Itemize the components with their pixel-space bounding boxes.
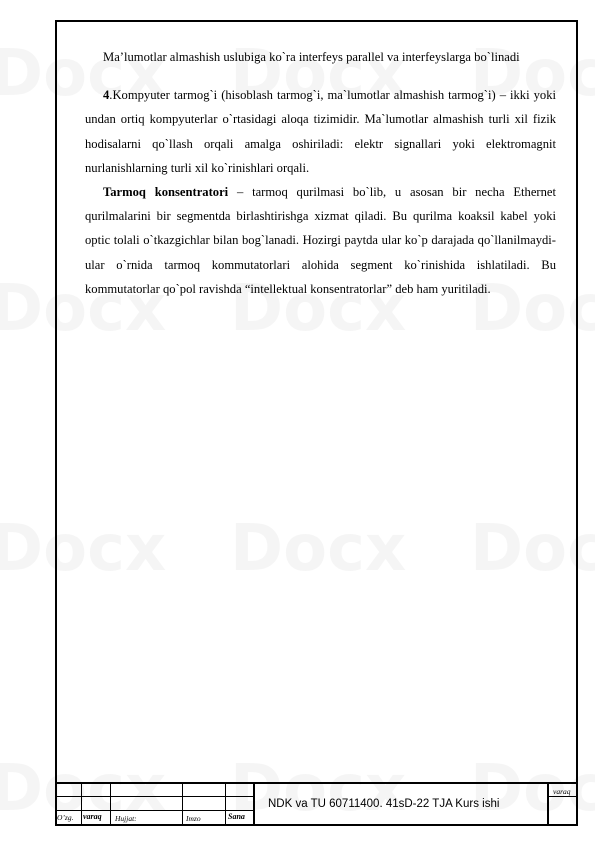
paragraph-network-hub [85,180,556,301]
term-network-hub: Tarmoq konsentratori [103,185,229,200]
label-signature: Imzo [186,814,201,823]
label-sheet: varaq [83,812,102,821]
label-document: Hujjat: [115,814,137,823]
paragraph-number: 4 [103,88,110,103]
label-change: O’zg. [57,813,74,822]
label-date: Sana [228,812,245,821]
label-sheet-right: varaq [553,787,571,796]
paragraph-computer-network [85,83,556,180]
paragraph-interface-types: Ma’lumotlar almashish uslubiga ko`ra interfeys parallel va interfeyslarga bo`linadi [103,50,520,64]
document-body [85,45,556,301]
paragraph-text: .Kompyuter tarmog`i (hisoblash tarmog`i, ma`lumotlar almashish tarmog`i) – ikki yoki undan ortiq kompyuterlar o`rtasidagi aloqa tizimidir. Ma`lumotlar almashish turli xil fizik hodisalarni qo`llash orqali amalga oshiriladi: elektr signallari yoki elektromagnit nurlanishlarning turli xil ko`rinishlari orqali. [85,88,556,175]
document-code-title: NDK va TU 60711400. 41sD-22 TJA Kurs ishi [268,798,500,810]
paragraph-text: – tarmoq qurilmasi bo`lib, u asosan bir necha Ethernet qurilmalarini bir segmentda birlashtirishga xizmat qiladi. Bu qurilma koaksil kabel yoki optic tolali o`tkazgichlar bilan bog`lanadi. Hozirgi paytda ular ko`p darajada qo`llanilmaydi- ular o`rnida tarmoq kommutatorlari alohida segment ko`rinishida ishlatiladi. Bu kommutatorlar qo`pol ravishda “intellektual konsentratorlar” deb ham yuritiladi. [85,185,556,296]
